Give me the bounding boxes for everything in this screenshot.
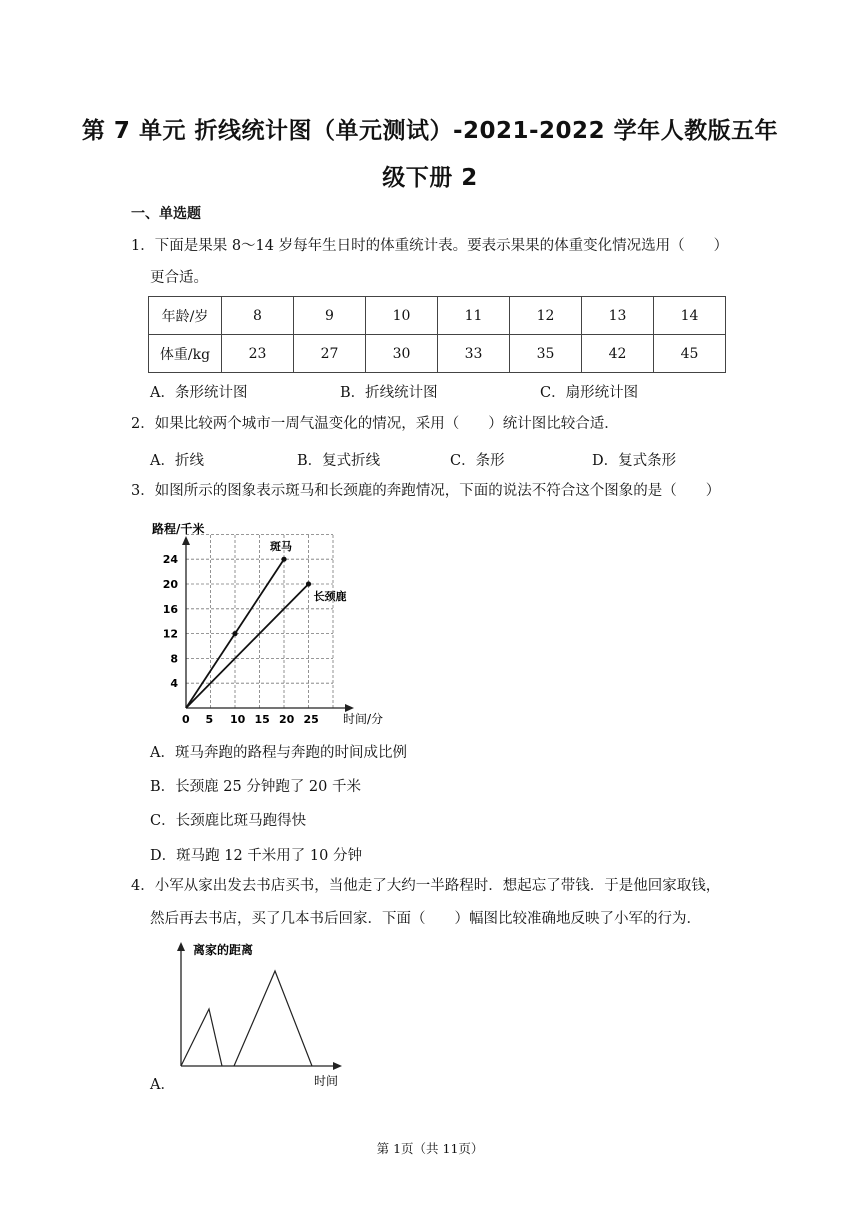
q2-option-a[interactable]: A．折线	[150, 453, 204, 469]
graph-trip-2	[234, 971, 312, 1066]
table-row	[149, 335, 726, 373]
speed-line-chart	[140, 512, 410, 732]
question-3-text: 3．如图所示的图象表示斑马和长颈鹿的奔跑情况，下面的说法不符合这个图象的是（ ）	[131, 483, 721, 499]
y-axis-arrow	[182, 536, 190, 545]
question-1-text-cont: 更合适。	[150, 270, 208, 286]
x-tick-label: 25	[303, 713, 319, 726]
y-tick-label: 20	[162, 578, 178, 591]
data-point	[306, 581, 311, 586]
table-cell: 11	[438, 297, 510, 335]
table-header-age: 年龄/岁	[149, 297, 222, 335]
q3-option-a[interactable]: A．斑马奔跑的路程与奔跑的时间成比例	[150, 745, 407, 761]
table-cell: 35	[510, 335, 582, 373]
x-tick-label: 10	[230, 713, 246, 726]
y-tick-label: 24	[162, 553, 178, 567]
table-cell: 30	[366, 335, 438, 373]
question-1-text: 1．下面是果果 8～14 岁每年生日时的体重统计表。要表示果果的体重变化情况选用（ ）	[131, 238, 729, 254]
data-point	[232, 631, 237, 636]
q1-option-b[interactable]: B．折线统计图	[340, 385, 438, 401]
y-axis-label: 路程/千米	[152, 522, 205, 536]
x-tick-label: 5	[205, 713, 214, 726]
graph-y-label: 离家的距离	[193, 943, 254, 957]
q4-option-a[interactable]: A．	[150, 1077, 175, 1093]
x-axis-label: 时间/分	[343, 712, 384, 726]
x-axis-arrow	[345, 704, 354, 712]
table-cell: 12	[510, 297, 582, 335]
table-cell: 10	[366, 297, 438, 335]
graph-x-axis-arrow	[333, 1062, 342, 1070]
page-title-line2: 级下册 2	[382, 165, 478, 191]
table-cell: 23	[222, 335, 294, 373]
graph-trip-1	[181, 1009, 222, 1066]
y-tick-label: 12	[162, 627, 178, 641]
weight-table	[148, 296, 726, 373]
question-4-text: 4．小军从家出发去书店买书，当他走了大约一半路程时．想起忘了带钱．于是他回家取钱，	[131, 878, 721, 894]
table-row	[149, 297, 726, 335]
distance-time-graph	[168, 936, 368, 1091]
q2-option-c[interactable]: C．条形	[450, 453, 505, 469]
series-label: 斑马	[270, 540, 292, 554]
table-cell: 14	[654, 297, 726, 335]
section-heading: 一、单选题	[131, 206, 201, 222]
page-title: 第 7 单元 折线统计图（单元测试）-2021-2022 学年人教版五年	[81, 118, 779, 144]
table-cell: 42	[582, 335, 654, 373]
table-header-weight: 体重/kg	[149, 335, 222, 373]
series-line	[186, 584, 309, 708]
y-tick-label: 16	[162, 602, 178, 616]
y-tick-label: 8	[170, 652, 178, 666]
x-tick-label: 20	[279, 713, 295, 726]
q3-option-c[interactable]: C．长颈鹿比斑马跑得快	[150, 813, 307, 829]
page-footer: 第 1页（共 11页）	[376, 1141, 484, 1156]
table-cell: 9	[294, 297, 366, 335]
table-cell: 33	[438, 335, 510, 373]
graph-y-axis-arrow	[177, 942, 185, 951]
data-point	[281, 557, 286, 562]
question-4-text-cont: 然后再去书店，买了几本书后回家．下面（ ）幅图比较准确地反映了小军的行为．	[150, 911, 701, 927]
q2-option-d[interactable]: D．复式条形	[592, 453, 677, 469]
series-label: 长颈鹿	[313, 590, 347, 603]
table-cell: 27	[294, 335, 366, 373]
x-tick-label: 15	[254, 713, 270, 726]
q3-option-d[interactable]: D．斑马跑 12 千米用了 10 分钟	[150, 848, 362, 864]
table-cell: 13	[582, 297, 654, 335]
q1-option-c[interactable]: C．扇形统计图	[540, 385, 639, 401]
table-cell: 8	[222, 297, 294, 335]
graph-x-label: 时间	[314, 1074, 339, 1088]
table-cell: 45	[654, 335, 726, 373]
question-2-text: 2．如果比较两个城市一周气温变化的情况，采用（ ）统计图比较合适．	[131, 416, 619, 432]
q1-option-a[interactable]: A．条形统计图	[150, 385, 248, 401]
x-tick-label: 0	[182, 713, 190, 726]
q2-option-b[interactable]: B．复式折线	[297, 453, 381, 469]
y-tick-label: 4	[170, 677, 178, 691]
q3-option-b[interactable]: B．长颈鹿 25 分钟跑了 20 千米	[150, 779, 361, 795]
